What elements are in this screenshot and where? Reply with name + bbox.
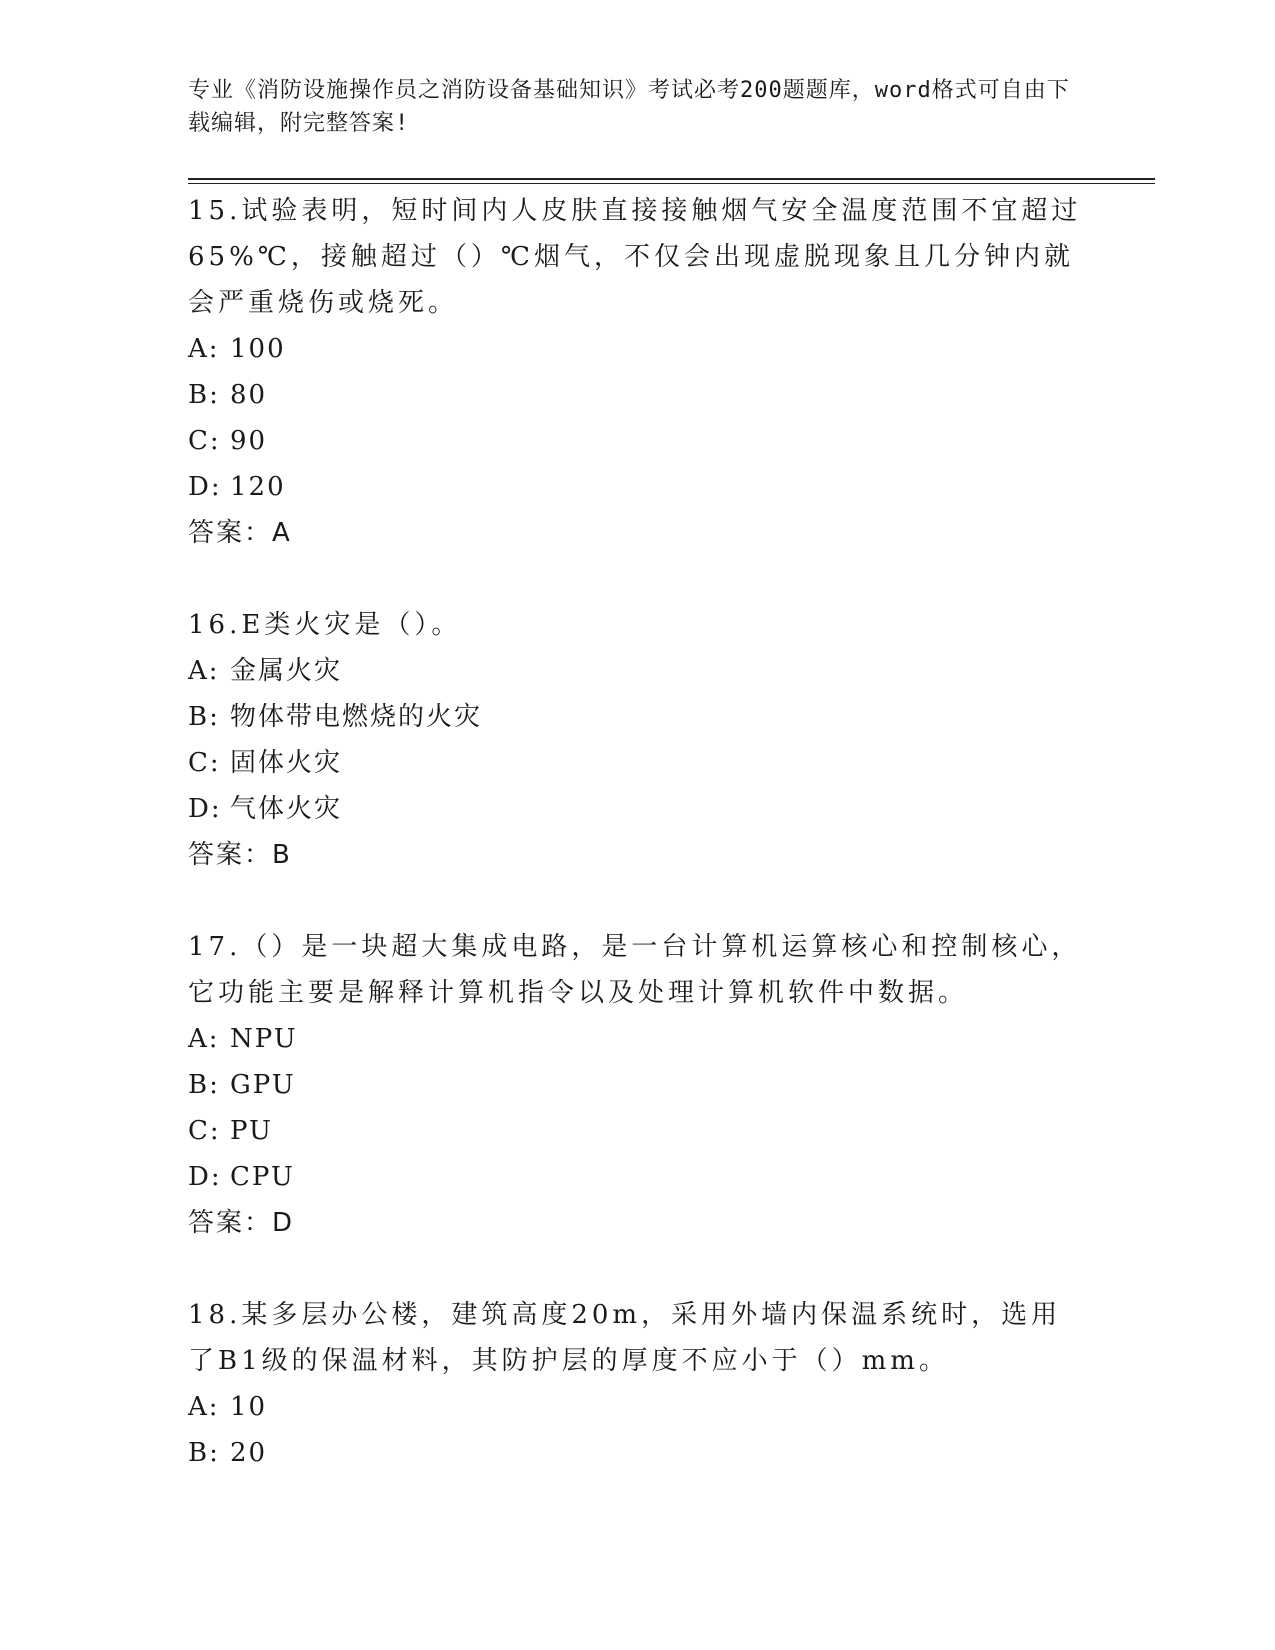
- option-b: [188, 694, 1088, 740]
- option-letter: C:: [188, 748, 221, 778]
- option-text: 90: [230, 426, 268, 456]
- option-b: [188, 372, 1088, 418]
- option-c: [188, 740, 1088, 786]
- option-a: [188, 1016, 1088, 1062]
- header-divider-thin: [188, 183, 1155, 184]
- question-stem: 17.（）是一块超大集成电路，是一台计算机运算核心和控制核心，它功能主要是解释计算机指令以及处理计算机软件中数据。: [188, 932, 1082, 1008]
- question-17: [188, 924, 1088, 1246]
- option-text: 80: [230, 380, 268, 410]
- option-letter: B:: [188, 1438, 220, 1468]
- option-d: [188, 464, 1088, 510]
- answer: 答案：B: [188, 840, 292, 870]
- question-18: [188, 1292, 1088, 1476]
- option-a: [188, 648, 1088, 694]
- option-text: 固体火灾: [230, 748, 343, 778]
- option-text: 100: [230, 334, 286, 364]
- option-text: 物体带电燃烧的火灾: [230, 702, 483, 732]
- option-text: GPU: [230, 1070, 296, 1100]
- option-letter: B:: [188, 702, 220, 732]
- question-15: [188, 188, 1088, 556]
- option-letter: A:: [188, 334, 220, 364]
- option-b: [188, 1430, 1088, 1476]
- option-text: PU: [230, 1116, 273, 1146]
- option-text: 10: [230, 1392, 268, 1422]
- option-c: [188, 418, 1088, 464]
- option-text: 20: [230, 1438, 268, 1468]
- option-text: NPU: [230, 1024, 298, 1054]
- option-d: [188, 1154, 1088, 1200]
- option-letter: A:: [188, 656, 220, 686]
- option-a: [188, 1384, 1088, 1430]
- option-letter: A:: [188, 1024, 220, 1054]
- question-stem: 18.某多层办公楼，建筑高度20m，采用外墙内保温系统时，选用了B1级的保温材料，其防护层的厚度不应小于（）mm。: [188, 1300, 1062, 1376]
- question-list: [188, 188, 1088, 1522]
- option-letter: D:: [188, 794, 222, 824]
- option-text: CPU: [230, 1162, 295, 1192]
- header-divider-thick: [188, 178, 1155, 180]
- option-a: [188, 326, 1088, 372]
- question-stem: 15.试验表明，短时间内人皮肤直接接触烟气安全温度范围不宜超过65%℃，接触超过（）℃烟气，不仅会出现虚脱现象且几分钟内就会严重烧伤或烧死。: [188, 196, 1082, 318]
- option-letter: A:: [188, 1392, 220, 1422]
- option-letter: D:: [188, 1162, 222, 1192]
- answer: 答案：A: [188, 518, 292, 548]
- option-b: [188, 1062, 1088, 1108]
- answer: 答案：D: [188, 1208, 295, 1238]
- option-letter: B:: [188, 1070, 220, 1100]
- document-header: 专业《消防设施操作员之消防设备基础知识》考试必考200题题库，word格式可自由下载编辑，附完整答案!: [188, 78, 1070, 136]
- option-letter: B:: [188, 380, 220, 410]
- option-text: 气体火灾: [230, 794, 343, 824]
- question-stem: 16.E类火灾是（）。: [188, 610, 462, 640]
- option-text: 金属火灾: [230, 656, 343, 686]
- option-letter: D:: [188, 472, 222, 502]
- option-text: 120: [230, 472, 286, 502]
- option-letter: C:: [188, 1116, 221, 1146]
- question-16: [188, 602, 1088, 878]
- option-d: [188, 786, 1088, 832]
- option-letter: C:: [188, 426, 221, 456]
- option-c: [188, 1108, 1088, 1154]
